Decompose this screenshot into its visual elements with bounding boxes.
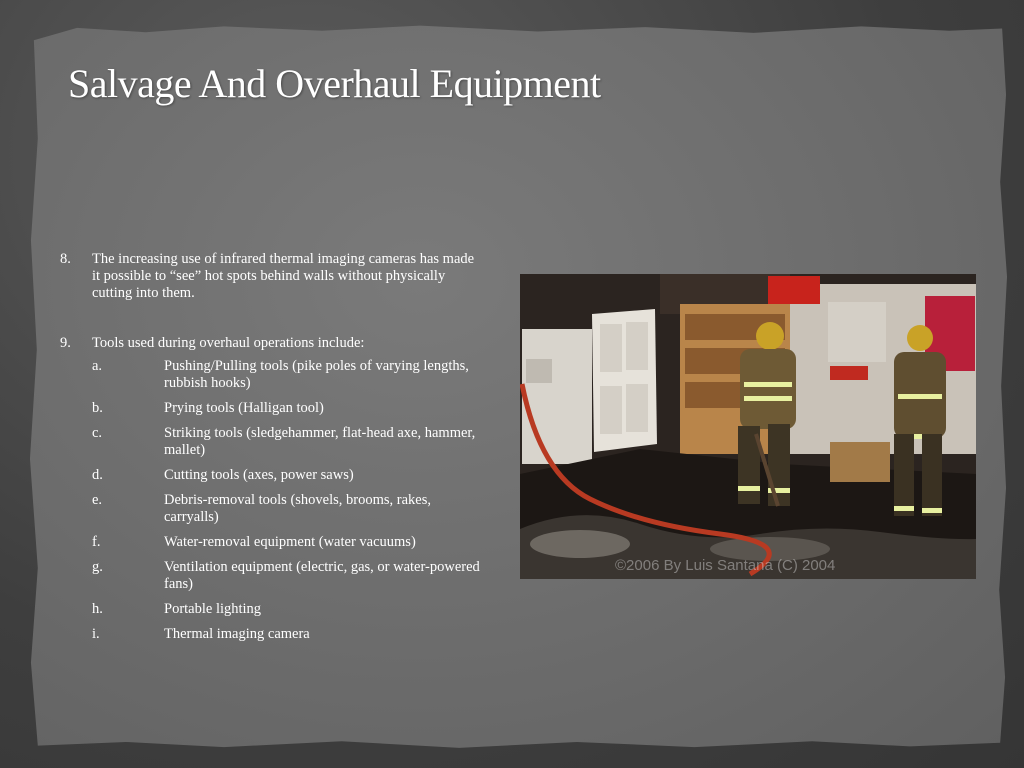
sub-item-letter: f.	[92, 534, 101, 550]
sub-list-item	[92, 559, 480, 593]
sub-item-text: Pushing/Pulling tools (pike poles of varying lengths, rubbish hooks)	[164, 358, 469, 391]
photo-watermark: ©2006 By Luis Santana (C) 2004	[615, 557, 836, 574]
bullet-list	[60, 251, 480, 651]
list-item	[60, 335, 480, 352]
sub-list-item	[92, 358, 480, 392]
sub-list	[92, 358, 480, 643]
slide-title: Salvage And Overhaul Equipment	[68, 61, 601, 106]
sub-item-text: Water-removal equipment (water vacuums)	[164, 534, 416, 550]
sub-item-text: Ventilation equipment (electric, gas, or water-powered fans)	[164, 559, 480, 592]
sub-list-item	[92, 425, 480, 459]
sub-list-item	[92, 492, 480, 526]
sub-list-item	[92, 534, 480, 551]
sub-list-item	[92, 467, 480, 484]
sub-item-text: Striking tools (sledgehammer, flat-head axe, hammer, mallet)	[164, 425, 476, 458]
sub-item-text: Thermal imaging camera	[164, 626, 310, 642]
item-number: 9.	[60, 335, 71, 351]
sub-item-text: Prying tools (Halligan tool)	[164, 400, 324, 416]
sub-item-letter: i.	[92, 626, 100, 642]
item-text: The increasing use of infrared thermal imaging cameras has made it possible to “see” hot spots behind walls without physically cutting into them.	[92, 251, 475, 301]
sub-item-letter: g.	[92, 559, 103, 575]
sub-list-item	[92, 601, 480, 618]
sub-item-text: Debris-removal tools (shovels, brooms, rakes, carryalls)	[164, 492, 431, 525]
sub-item-letter: c.	[92, 425, 103, 441]
sub-item-letter: a.	[92, 358, 103, 374]
sub-list-item	[92, 400, 480, 417]
item-text: Tools used during overhaul operations include:	[92, 335, 365, 351]
sub-item-letter: b.	[92, 400, 103, 416]
list-item	[60, 251, 480, 302]
firefighters-overhaul-photo	[520, 274, 976, 579]
sub-item-letter: d.	[92, 467, 103, 483]
sub-item-text: Portable lighting	[164, 601, 262, 617]
sub-list-item	[92, 626, 480, 643]
item-number: 8.	[60, 251, 71, 267]
sub-item-letter: e.	[92, 492, 103, 508]
sub-item-text: Cutting tools (axes, power saws)	[164, 467, 354, 483]
sub-item-letter: h.	[92, 601, 103, 617]
